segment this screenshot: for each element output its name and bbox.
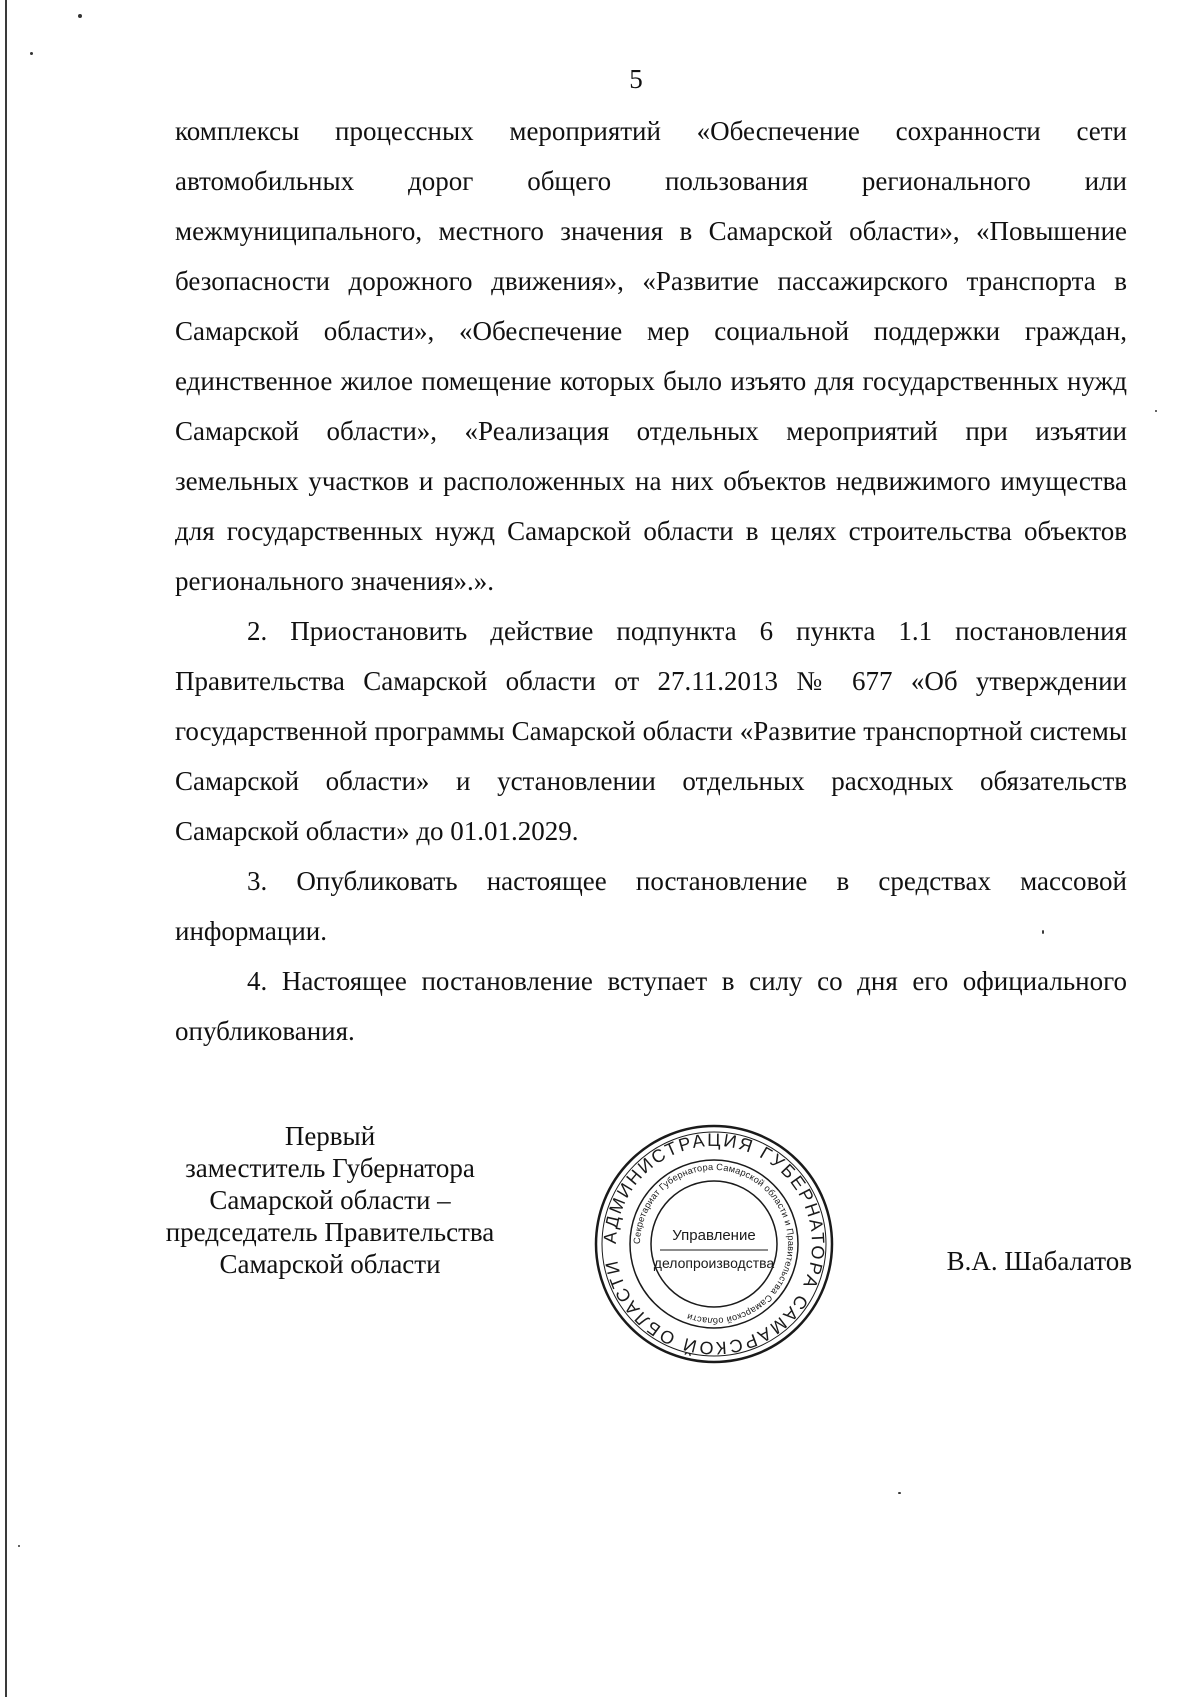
page-number: 5 <box>629 64 643 94</box>
signatory-position-line: председатель Правительства <box>165 1217 495 1247</box>
official-stamp <box>588 1118 840 1370</box>
scan-speck <box>30 52 33 55</box>
paragraph-item-3: 3. Опубликовать настоящее постановление в средствах массовой информации. <box>175 866 1127 946</box>
scan-speck <box>78 14 82 18</box>
paragraph-continuation: комплексы процессных мероприятий «Обеспечение сохранности сети автомобильных дорог общего пользования регионального или межмуниципального, местного значения в Самарской области», «Повышение безопасности дорожного движения», «Развитие пассажирского транспорта в Самарской области», «Обеспечение мер социальной поддержки граждан, единственное жилое помещение которых было изъято для государственных нужд Самарской области», «Реализация отдельных мероприятий при изъятии земельных участков и расположенных на них объектов недвижимого имущества для государственных нужд Самарской области в целях строительства объектов регионального значения».». <box>175 116 1127 596</box>
signatory-position-line: Самарской области – <box>209 1185 451 1215</box>
signatory-position <box>150 1120 510 1280</box>
scan-speck <box>1155 410 1157 412</box>
scan-speck <box>18 1545 20 1547</box>
scan-speck <box>1042 930 1044 934</box>
stamp-center-line-1: Управление <box>672 1227 756 1244</box>
paragraph-item-2: 2. Приостановить действие подпункта 6 пункта 1.1 постановления Правительства Самарской области от 27.11.2013 № 677 «Об утверждении государственной программы Самарской области «Развитие транспортной системы Самарской области» и установлении отдельных расходных обязательств Самарской области» до 01.01.2029. <box>175 616 1127 846</box>
signatory-name: В.А. Шабалатов <box>946 1246 1132 1276</box>
signatory-position-line: Самарской области <box>219 1249 441 1279</box>
stamp-center-line-2: делопроизводства <box>653 1255 775 1271</box>
binding-edge-line <box>5 0 7 1697</box>
scan-speck <box>898 1492 901 1494</box>
signatory-position-line: заместитель Губернатора <box>185 1153 475 1183</box>
paragraph-item-4: 4. Настоящее постановление вступает в силу со дня его официального опубликования. <box>175 966 1127 1046</box>
stamp-inner-ring-text: Секретариат Губернатора Самарской области и Правительства Самарской области <box>631 1161 797 1327</box>
signatory-position-line: Первый <box>284 1121 376 1151</box>
document-body <box>175 106 1127 1056</box>
stamp-outer-ring-text: АДМИНИСТРАЦИЯ ГУБЕРНАТОРА САМАРСКОЙ ОБЛАСТИ <box>599 1129 829 1359</box>
official-stamp-seal <box>588 1118 840 1370</box>
